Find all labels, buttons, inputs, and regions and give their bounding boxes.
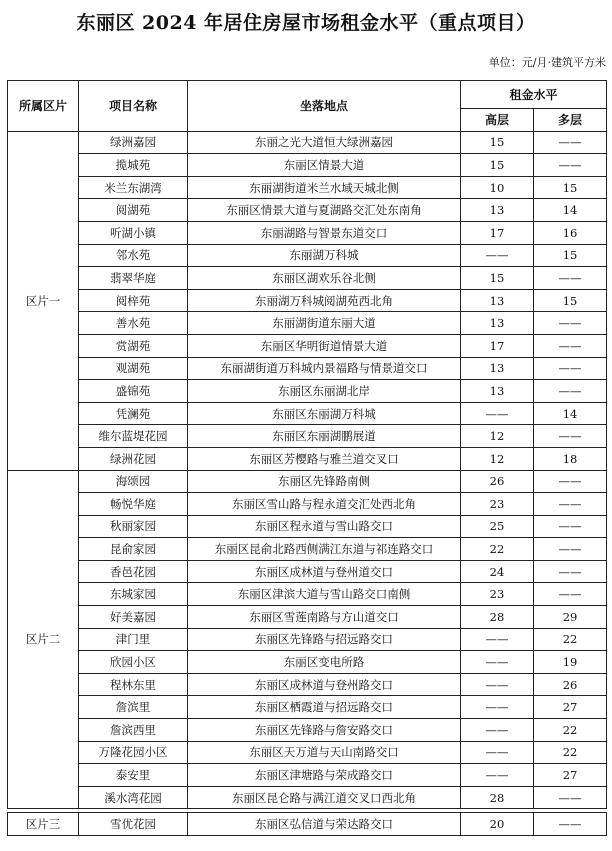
multi-story-rent-cell: ——	[534, 334, 607, 357]
page-title: 东丽区 2024 年居住房屋市场租金水平（重点项目）	[76, 12, 536, 34]
location-cell: 东丽区先锋路与招远路交口	[188, 628, 461, 651]
multi-story-rent-cell: 22	[534, 628, 607, 651]
location-cell: 东丽区栖霞道与招远路交口	[188, 696, 461, 719]
district-cell: 区片一	[8, 131, 79, 470]
project-name-cell: 泰安里	[79, 764, 188, 787]
table-row	[8, 312, 607, 335]
table-row	[8, 696, 607, 719]
multi-story-rent-cell: ——	[534, 425, 607, 448]
high-rise-rent-cell: 12	[461, 425, 534, 448]
location-cell: 东丽之光大道恒大绿洲嘉园	[188, 131, 461, 154]
location-cell: 东丽区东丽湖万科城	[188, 402, 461, 425]
high-rise-rent-cell: 17	[461, 334, 534, 357]
location-cell: 东丽区先锋路南侧	[188, 470, 461, 493]
multi-story-rent-cell: 29	[534, 606, 607, 629]
location-cell: 东丽区华明街道情景大道	[188, 334, 461, 357]
location-cell: 东丽湖街道万科城内景福路与情景道交口	[188, 357, 461, 380]
location-cell: 东丽湖街道东丽大道	[188, 312, 461, 335]
project-name-cell: 赏湖苑	[79, 334, 188, 357]
high-rise-rent-cell: ——	[461, 764, 534, 787]
multi-story-rent-cell: ——	[534, 312, 607, 335]
table-row	[8, 673, 607, 696]
table-row	[8, 357, 607, 380]
high-rise-rent-cell: 24	[461, 560, 534, 583]
multi-story-rent-cell: ——	[534, 560, 607, 583]
location-cell: 东丽区成林道与登州道交口	[188, 560, 461, 583]
high-rise-rent-cell: 15	[461, 267, 534, 290]
high-rise-rent-cell: 28	[461, 786, 534, 809]
district-cell: 区片三	[8, 813, 79, 836]
multi-story-rent-cell: 22	[534, 741, 607, 764]
project-name-cell: 津门里	[79, 628, 188, 651]
table-row	[8, 199, 607, 222]
location-cell: 东丽区情景大道与夏湖路交汇处东南角	[188, 199, 461, 222]
high-rise-rent-cell: 10	[461, 176, 534, 199]
high-rise-rent-cell: 13	[461, 289, 534, 312]
project-name-cell: 程林东里	[79, 673, 188, 696]
table-row	[8, 402, 607, 425]
project-name-cell: 揽城苑	[79, 154, 188, 177]
multi-story-rent-cell: ——	[534, 786, 607, 809]
location-cell: 东丽区雪山路与程永道交汇处西北角	[188, 493, 461, 516]
location-cell: 东丽区津滨大道与雪山路交口南侧	[188, 583, 461, 606]
high-rise-rent-cell: 23	[461, 493, 534, 516]
location-cell: 东丽区变电所路	[188, 651, 461, 674]
header-project: 项目名称	[79, 81, 188, 132]
multi-story-rent-cell: ——	[534, 583, 607, 606]
table-row	[8, 380, 607, 403]
project-name-cell: 米兰东湖湾	[79, 176, 188, 199]
multi-story-rent-cell: 22	[534, 719, 607, 742]
project-name-cell: 香邑花园	[79, 560, 188, 583]
high-rise-rent-cell: 13	[461, 357, 534, 380]
location-cell: 东丽区情景大道	[188, 154, 461, 177]
project-name-cell: 好美嘉园	[79, 606, 188, 629]
location-cell: 东丽区成林道与登州路交口	[188, 673, 461, 696]
table-row	[8, 651, 607, 674]
multi-story-rent-cell: 26	[534, 673, 607, 696]
header-rent-level: 租金水平	[461, 81, 607, 109]
table-row	[8, 606, 607, 629]
location-cell: 东丽区东丽湖北岸	[188, 380, 461, 403]
project-name-cell: 绿洲花园	[79, 447, 188, 470]
multi-story-rent-cell: ——	[534, 357, 607, 380]
header-high-rise: 高层	[461, 109, 534, 132]
project-name-cell: 海颂园	[79, 470, 188, 493]
project-name-cell: 雪优花园	[79, 813, 188, 836]
high-rise-rent-cell: ——	[461, 651, 534, 674]
high-rise-rent-cell: ——	[461, 696, 534, 719]
location-cell: 东丽区雪莲南路与方山道交口	[188, 606, 461, 629]
location-cell: 东丽区先锋路与詹安路交口	[188, 719, 461, 742]
location-cell: 东丽区昆仑路与满江道交叉口西北角	[188, 786, 461, 809]
project-name-cell: 邻水苑	[79, 244, 188, 267]
high-rise-rent-cell: ——	[461, 741, 534, 764]
project-name-cell: 观湖苑	[79, 357, 188, 380]
table-row	[8, 221, 607, 244]
project-name-cell: 阅湖苑	[79, 199, 188, 222]
table-row	[8, 244, 607, 267]
multi-story-rent-cell: ——	[534, 380, 607, 403]
high-rise-rent-cell: 13	[461, 312, 534, 335]
project-name-cell: 盛锦苑	[79, 380, 188, 403]
table-row	[8, 176, 607, 199]
high-rise-rent-cell: 15	[461, 131, 534, 154]
location-cell: 东丽湖街道米兰水域天城北侧	[188, 176, 461, 199]
multi-story-rent-cell: ——	[534, 154, 607, 177]
table-row	[8, 764, 607, 787]
high-rise-rent-cell: 22	[461, 538, 534, 561]
table-row	[8, 267, 607, 290]
multi-story-rent-cell: ——	[534, 813, 607, 836]
project-name-cell: 善水苑	[79, 312, 188, 335]
project-name-cell: 詹滨西里	[79, 719, 188, 742]
location-cell: 东丽湖路与智景东道交口	[188, 221, 461, 244]
table-row	[8, 289, 607, 312]
multi-story-rent-cell: ——	[534, 493, 607, 516]
project-name-cell: 欣园小区	[79, 651, 188, 674]
project-name-cell: 听湖小镇	[79, 221, 188, 244]
location-cell: 东丽湖万科城阅湖苑西北角	[188, 289, 461, 312]
location-cell: 东丽区津塘路与荣成路交口	[188, 764, 461, 787]
table-row	[8, 538, 607, 561]
high-rise-rent-cell: 25	[461, 515, 534, 538]
multi-story-rent-cell: 27	[534, 764, 607, 787]
table-body	[8, 131, 607, 835]
multi-story-rent-cell: ——	[534, 131, 607, 154]
high-rise-rent-cell: 23	[461, 583, 534, 606]
high-rise-rent-cell: 15	[461, 154, 534, 177]
multi-story-rent-cell: ——	[534, 470, 607, 493]
project-name-cell: 东城家园	[79, 583, 188, 606]
project-name-cell: 凭澜苑	[79, 402, 188, 425]
location-cell: 东丽区东丽湖鹏展道	[188, 425, 461, 448]
table-row	[8, 786, 607, 809]
high-rise-rent-cell: ——	[461, 244, 534, 267]
multi-story-rent-cell: 14	[534, 402, 607, 425]
unit-note: 单位：元/月·建筑平方米	[488, 56, 606, 69]
high-rise-rent-cell: 13	[461, 380, 534, 403]
multi-story-rent-cell: 15	[534, 289, 607, 312]
table-row	[8, 583, 607, 606]
multi-story-rent-cell: 27	[534, 696, 607, 719]
high-rise-rent-cell: ——	[461, 628, 534, 651]
table-row	[8, 447, 607, 470]
table-row	[8, 628, 607, 651]
high-rise-rent-cell: 20	[461, 813, 534, 836]
location-cell: 东丽区湖欢乐谷北侧	[188, 267, 461, 290]
multi-story-rent-cell: 14	[534, 199, 607, 222]
location-cell: 东丽湖万科城	[188, 244, 461, 267]
multi-story-rent-cell: 18	[534, 447, 607, 470]
multi-story-rent-cell: ——	[534, 267, 607, 290]
table-row	[8, 493, 607, 516]
header-location: 坐落地点	[188, 81, 461, 132]
table-row	[8, 719, 607, 742]
table-row	[8, 334, 607, 357]
header-multi-story: 多层	[534, 109, 607, 132]
table-row	[8, 154, 607, 177]
high-rise-rent-cell: 17	[461, 221, 534, 244]
multi-story-rent-cell: ——	[534, 515, 607, 538]
project-name-cell: 阅梓苑	[79, 289, 188, 312]
high-rise-rent-cell: 13	[461, 199, 534, 222]
project-name-cell: 秋丽家园	[79, 515, 188, 538]
project-name-cell: 绿洲嘉园	[79, 131, 188, 154]
high-rise-rent-cell: 26	[461, 470, 534, 493]
table-row	[8, 560, 607, 583]
table-row	[8, 131, 607, 154]
high-rise-rent-cell: ——	[461, 673, 534, 696]
rent-table	[7, 80, 607, 836]
project-name-cell: 翡翠华庭	[79, 267, 188, 290]
location-cell: 东丽区昆俞北路西侧满江东道与祁连路交口	[188, 538, 461, 561]
location-cell: 东丽区天万道与天山南路交口	[188, 741, 461, 764]
table-row	[8, 741, 607, 764]
high-rise-rent-cell: 12	[461, 447, 534, 470]
project-name-cell: 畅悦华庭	[79, 493, 188, 516]
multi-story-rent-cell: 16	[534, 221, 607, 244]
project-name-cell: 詹滨里	[79, 696, 188, 719]
header-district: 所属区片	[8, 81, 79, 132]
table-row	[8, 425, 607, 448]
high-rise-rent-cell: ——	[461, 402, 534, 425]
project-name-cell: 溪水湾花园	[79, 786, 188, 809]
multi-story-rent-cell: 15	[534, 244, 607, 267]
multi-story-rent-cell: 15	[534, 176, 607, 199]
location-cell: 东丽区芳樱路与雅兰道交叉口	[188, 447, 461, 470]
multi-story-rent-cell: 19	[534, 651, 607, 674]
project-name-cell: 万隆花园小区	[79, 741, 188, 764]
location-cell: 东丽区弘信道与荣达路交口	[188, 813, 461, 836]
table-row	[8, 813, 607, 836]
high-rise-rent-cell: 28	[461, 606, 534, 629]
district-cell: 区片二	[8, 470, 79, 809]
project-name-cell: 维尔蓝堤花园	[79, 425, 188, 448]
high-rise-rent-cell: ——	[461, 719, 534, 742]
table-row	[8, 515, 607, 538]
location-cell: 东丽区程永道与雪山路交口	[188, 515, 461, 538]
multi-story-rent-cell: ——	[534, 538, 607, 561]
project-name-cell: 昆俞家园	[79, 538, 188, 561]
table-row	[8, 470, 607, 493]
